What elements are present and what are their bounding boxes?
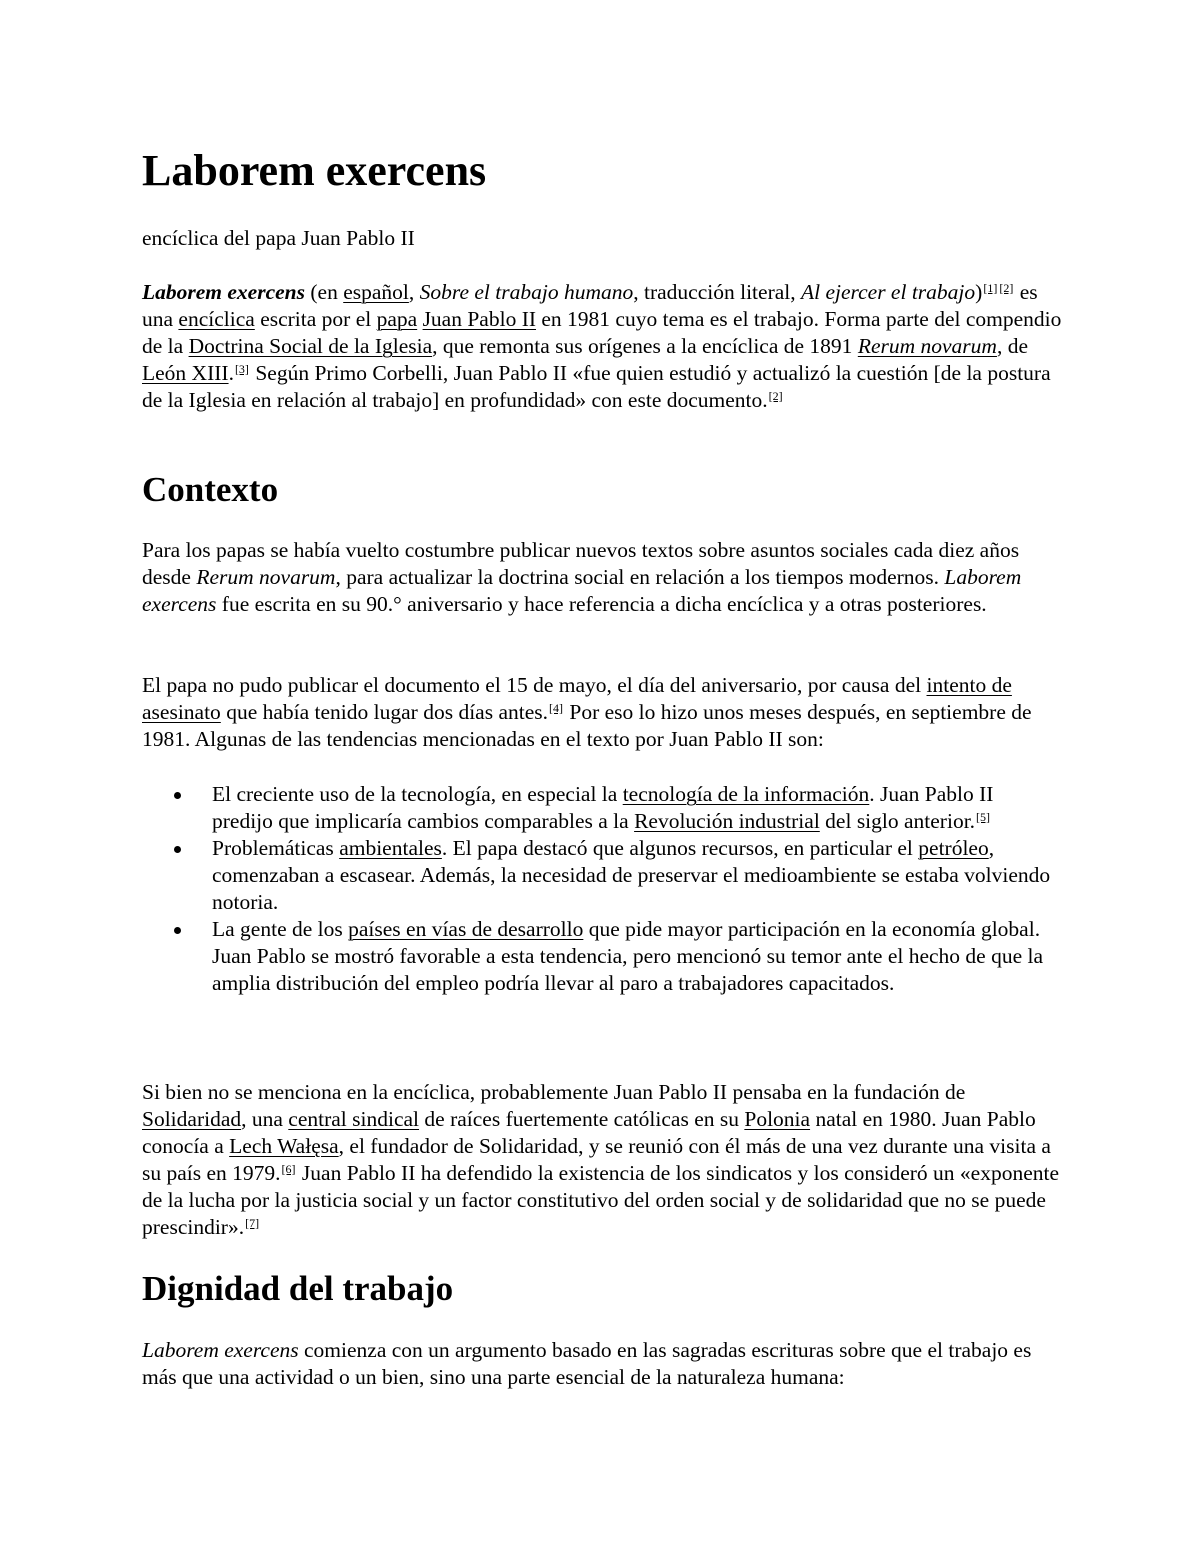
intro-text: , traducción literal, <box>633 280 801 304</box>
body-text: . El papa destacó que algunos recursos, en particular el <box>441 836 919 860</box>
contexto-paragraph-2 <box>142 672 1047 753</box>
dignidad-paragraph-1 <box>142 1337 1062 1391</box>
list-item <box>212 835 1132 916</box>
italic-rerum-novarum: Rerum novarum <box>196 565 336 589</box>
intro-paragraph <box>142 279 1062 414</box>
intro-text: , <box>408 280 420 304</box>
reference-link-2b[interactable]: [2] <box>768 389 783 403</box>
intro-text: , que remonta sus orígenes a la encíclica de 1891 <box>432 334 858 358</box>
intro-name: Laborem exercens <box>142 280 306 304</box>
reference-link-4[interactable]: [4] <box>549 701 564 715</box>
body-text: La gente de los <box>212 917 349 941</box>
body-text: Por eso lo hizo unos meses después, en septiembre de 1981. Algunas de las tendencias mencionadas en el texto por Juan Pablo II son: <box>142 700 1032 751</box>
link-tecnologia-informacion[interactable]: tecnología de la información <box>622 782 870 806</box>
intro-text: en 1981 cuyo tema es el trabajo. Forma parte del compendio de la <box>142 307 1062 358</box>
link-espanol[interactable]: español <box>343 280 409 304</box>
link-paises-en-vias-de-desarrollo[interactable]: países en vías de desarrollo <box>348 917 584 941</box>
link-doctrina-social[interactable]: Doctrina Social de la Iglesia <box>188 334 433 358</box>
tendencias-list <box>142 781 1132 997</box>
link-solidaridad[interactable]: Solidaridad <box>142 1107 242 1131</box>
intro-text: (en <box>305 280 344 304</box>
intro-italic-alejercer: Al ejercer el trabajo <box>801 280 976 304</box>
intro-italic-sobre: Sobre el trabajo humano <box>419 280 634 304</box>
link-central-sindical[interactable]: central sindical <box>288 1107 420 1131</box>
italic-laborem-exercens: Laborem exercens <box>142 565 1022 616</box>
list-item-text <box>212 781 1057 835</box>
reference-link-2[interactable]: [2] <box>999 281 1014 295</box>
link-intento-de-asesinato[interactable]: intento de asesinato <box>142 673 1012 724</box>
body-text: El creciente uso de la tecnología, en especial la <box>212 782 623 806</box>
body-text: , para actualizar la doctrina social en relación a los tiempos modernos. <box>335 565 945 589</box>
link-petroleo[interactable]: petróleo <box>918 836 989 860</box>
link-lech-walesa[interactable]: Lech Wałęsa <box>229 1134 339 1158</box>
page-subtitle: encíclica del papa Juan Pablo II <box>142 226 415 250</box>
body-text: natal en 1980. Juan Pablo conocía a <box>142 1107 1036 1158</box>
contexto-paragraph-3 <box>142 1079 1062 1241</box>
body-text: . Juan Pablo II predijo que implicaría cambios comparables a la <box>212 782 994 833</box>
intro-text: . <box>228 361 234 385</box>
body-text: , el fundador de Solidaridad, y se reunió con él más de una vez durante una visita a su país en 1979. <box>142 1134 1051 1185</box>
bullet-dot <box>174 927 181 934</box>
body-text: Problemáticas <box>212 836 340 860</box>
body-text: comienza con un argumento basado en las sagradas escrituras sobre que el trabajo es más que una actividad o un bien, sino una parte esencial de la naturaleza humana: <box>142 1338 1032 1389</box>
link-rerum-novarum[interactable]: Rerum novarum <box>857 334 997 358</box>
page-title: Laborem exercens <box>142 146 487 195</box>
bullet-dot <box>174 792 181 799</box>
link-juan-pablo-ii[interactable]: Juan Pablo II <box>422 307 537 331</box>
body-text: que pide mayor participación en la economía global. Juan Pablo se mostró favorable a esta tendencia, pero mencionó su temor ante el hecho de que la amplia distribución del empleo podría llevar al paro a trabajadores capacitados. <box>212 917 1044 995</box>
heading-contexto: Contexto <box>142 470 279 509</box>
body-text: de raíces fuertemente católicas en su <box>419 1107 745 1131</box>
intro-text: escrita por el <box>254 307 377 331</box>
list-item-text <box>212 835 1057 916</box>
list-item-text <box>212 916 1057 997</box>
body-text: que había tenido lugar dos días antes. <box>220 700 549 724</box>
intro-text: ) <box>975 280 983 304</box>
body-text: , comenzaban a escasear. Además, la necesidad de preservar el medioambiente se estaba volviendo notoria. <box>212 836 1051 914</box>
intro-text: , de <box>996 334 1028 358</box>
link-ambientales[interactable]: ambientales <box>339 836 442 860</box>
link-polonia[interactable]: Polonia <box>744 1107 811 1131</box>
body-text: Juan Pablo II ha defendido la existencia de los sindicatos y los consideró un «exponente de la lucha por la justicia social y un factor constitutivo del orden social y de solidaridad que no se puede prescindir». <box>142 1161 1060 1239</box>
reference-link-3[interactable]: [3] <box>234 362 249 376</box>
link-papa[interactable]: papa <box>376 307 418 331</box>
body-text: , una <box>241 1107 289 1131</box>
link-enciclica[interactable]: encíclica <box>178 307 255 331</box>
body-text: Si bien no se menciona en la encíclica, probablemente Juan Pablo II pensaba en la fundación de <box>142 1080 966 1104</box>
italic-laborem-exercens: Laborem exercens <box>142 1338 299 1362</box>
body-text: El papa no pudo publicar el documento el 15 de mayo, el día del aniversario, por causa del <box>142 673 927 697</box>
link-leon-xiii[interactable]: León XIII <box>142 361 229 385</box>
reference-link-5[interactable]: [5] <box>976 810 991 824</box>
body-text: fue escrita en su 90.° aniversario y hace referencia a dicha encíclica y a otras posteriores. <box>216 592 987 616</box>
reference-link-7[interactable]: [7] <box>245 1216 260 1230</box>
reference-link-1[interactable]: [1] <box>983 281 998 295</box>
link-revolucion-industrial[interactable]: Revolución industrial <box>634 809 820 833</box>
intro-text: Según Primo Corbelli, Juan Pablo II «fue quien estudió y actualizó la cuestión [de la postura de la Iglesia en relación al trabajo] en profundidad» con este documento. <box>142 361 1051 412</box>
heading-dignidad-del-trabajo: Dignidad del trabajo <box>142 1269 454 1308</box>
reference-link-6[interactable]: [6] <box>281 1162 296 1176</box>
body-text: del siglo anterior. <box>819 809 976 833</box>
contexto-paragraph-1 <box>142 537 1062 618</box>
list-item <box>212 916 1132 997</box>
intro-text: es una <box>142 280 1038 331</box>
list-item <box>212 781 1132 835</box>
bullet-dot <box>174 846 181 853</box>
body-text: Para los papas se había vuelto costumbre publicar nuevos textos sobre asuntos sociales cada diez años desde <box>142 538 1020 589</box>
